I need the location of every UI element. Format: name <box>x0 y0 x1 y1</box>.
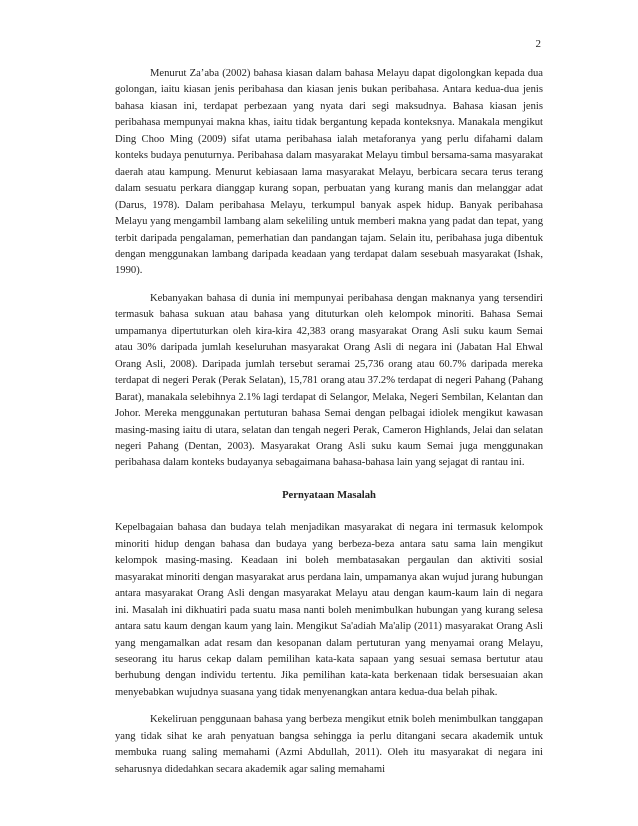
paragraph-kekeliruan: Kekeliruan penggunaan bahasa yang berbeza mengikut etnik boleh menimbulkan tanggapan yang tidak sihat ke arah penyatuan bangsa sehingga ia perlu ditangani secara akademik untuk membuka ruang saling memahami (Azmi Abdullah, 2011). Oleh itu masyarakat di negara ini seharusnya didedahkan secara akademik agar saling memahami <box>115 714 543 775</box>
document-body <box>115 66 543 778</box>
page-number: 2 <box>535 38 541 50</box>
paragraph-za-aba: Menurut Za’aba (2002) bahasa kiasan dalam bahasa Melayu dapat digolongkan kepada dua golongan, iaitu kiasan jenis peribahasa dan kiasan jenis bukan peribahasa. Antara kedua-dua jenis bahasa kiasan ini, terdapat perbezaan yang nyata dari segi maksudnya. Bahasa kiasan jenis peribahasa mempunyai makna khas, iaitu tidak bergantung kepada konteksnya. Manakala mengikut Ding Choo Ming (2009) sifat utama peribahasa ialah metaforanya yang perlu difahami dalam konteks budaya penuturnya. Peribahasa dalam masyarakat Melayu timbul bersama-sama masyarakat daerah atau kampung. Menurut kebiasaan lama masyarakat Melayu, berbicara secara terus terang dalam sesuatu perkara dianggap kurang sopan, perbuatan yang kurang manis dan melanggar adat (Darus, 1978). Dalam peribahasa Melayu, terkumpul banyak aspek hidup. Banyak peribahasa Melayu yang mengambil lambang alam sekeliling untuk memberi makna yang padat dan tepat, yang terbit daripada pengalaman, pemerhatian dan pandangan tajam. Selain itu, peribahasa juga dibentuk dengan menggunakan lambang daripada keadaan yang terdapat dalam sesebuah masyarakat (Ishak, 1990). <box>115 68 543 277</box>
paragraph-kepelbagaian: Kepelbagaian bahasa dan budaya telah menjadikan masyarakat di negara ini termasuk kelompok minoriti hidup dengan bahasa dan budaya yang berbeza-beza antara satu sama lain mengikut kelompok masing-masing. Keadaan ini boleh membatasakan pergaulan dan aktiviti sosial masyarakat minoriti dengan masyarakat arus perdana lain, umpamanya akan wujud jurang hubungan antara masyarakat Orang Asli dengan masyarakat Melayu atau dengan kaum-kaum lain di negara ini. Masalah ini dikhuatiri pada suatu masa nanti boleh menimbulkan hubungan yang kurang selesa antara satu kaum dengan kaum yang lain. Mengikut Sa'adiah Ma'alip (2011) masyarakat Orang Asli yang mengamalkan adat resam dan kesopanan dalam pertuturan yang menyamai orang Melayu, seseorang itu harus cekap dalam pemilihan kata-kata sapaan yang sesuai semasa bertutur atau berhubung dengan individu tertentu. Jika pemilihan kata-kata berkenaan tidak bersesuaian akan menyebabkan wujudnya suasana yang tidak menyenangkan antara kedua-dua belah pihak. <box>115 522 543 698</box>
paragraph-peribahasa-semai: Kebanyakan bahasa di dunia ini mempunyai peribahasa dengan maknanya yang tersendiri termasuk bahasa sukuan atau bahasa yang dituturkan oleh kelompok minoriti. Bahasa Semai umpamanya dipertuturkan oleh kira-kira 42,383 orang masyarakat Orang Asli suku kaum Semai atau 30% daripada jumlah keseluruhan masyarakat Orang Asli di negara ini (Jabatan Hal Ehwal Orang Asli, 2008). Daripada jumlah tersebut seramai 25,736 orang atau 60.7% daripada mereka terdapat di negeri Perak (Perak Selatan), 15,781 orang atau 37.2% terdapat di negeri Pahang (Pahang Barat), manakala selebihnya 2.1% lagi terdapat di Selangor, Melaka, Negeri Sembilan, Kelantan dan Johor. Mereka menggunakan pertuturan bahasa Semai dengan pelbagai idiolek mengikut kawasan masing-masing iaitu di utara, selatan dan tengah negeri Perak, Cameron Highlands, Jelai dan selatan negeri Pahang (Dentan, 2003). Masyarakat Orang Asli suku kaum Semai juga menggunakan peribahasa dalam konteks budayanya sebagaimana bahasa-bahasa lain yang sejagat di rantau ini. <box>115 292 544 469</box>
section-heading: Pernyataan Masalah <box>282 489 376 501</box>
